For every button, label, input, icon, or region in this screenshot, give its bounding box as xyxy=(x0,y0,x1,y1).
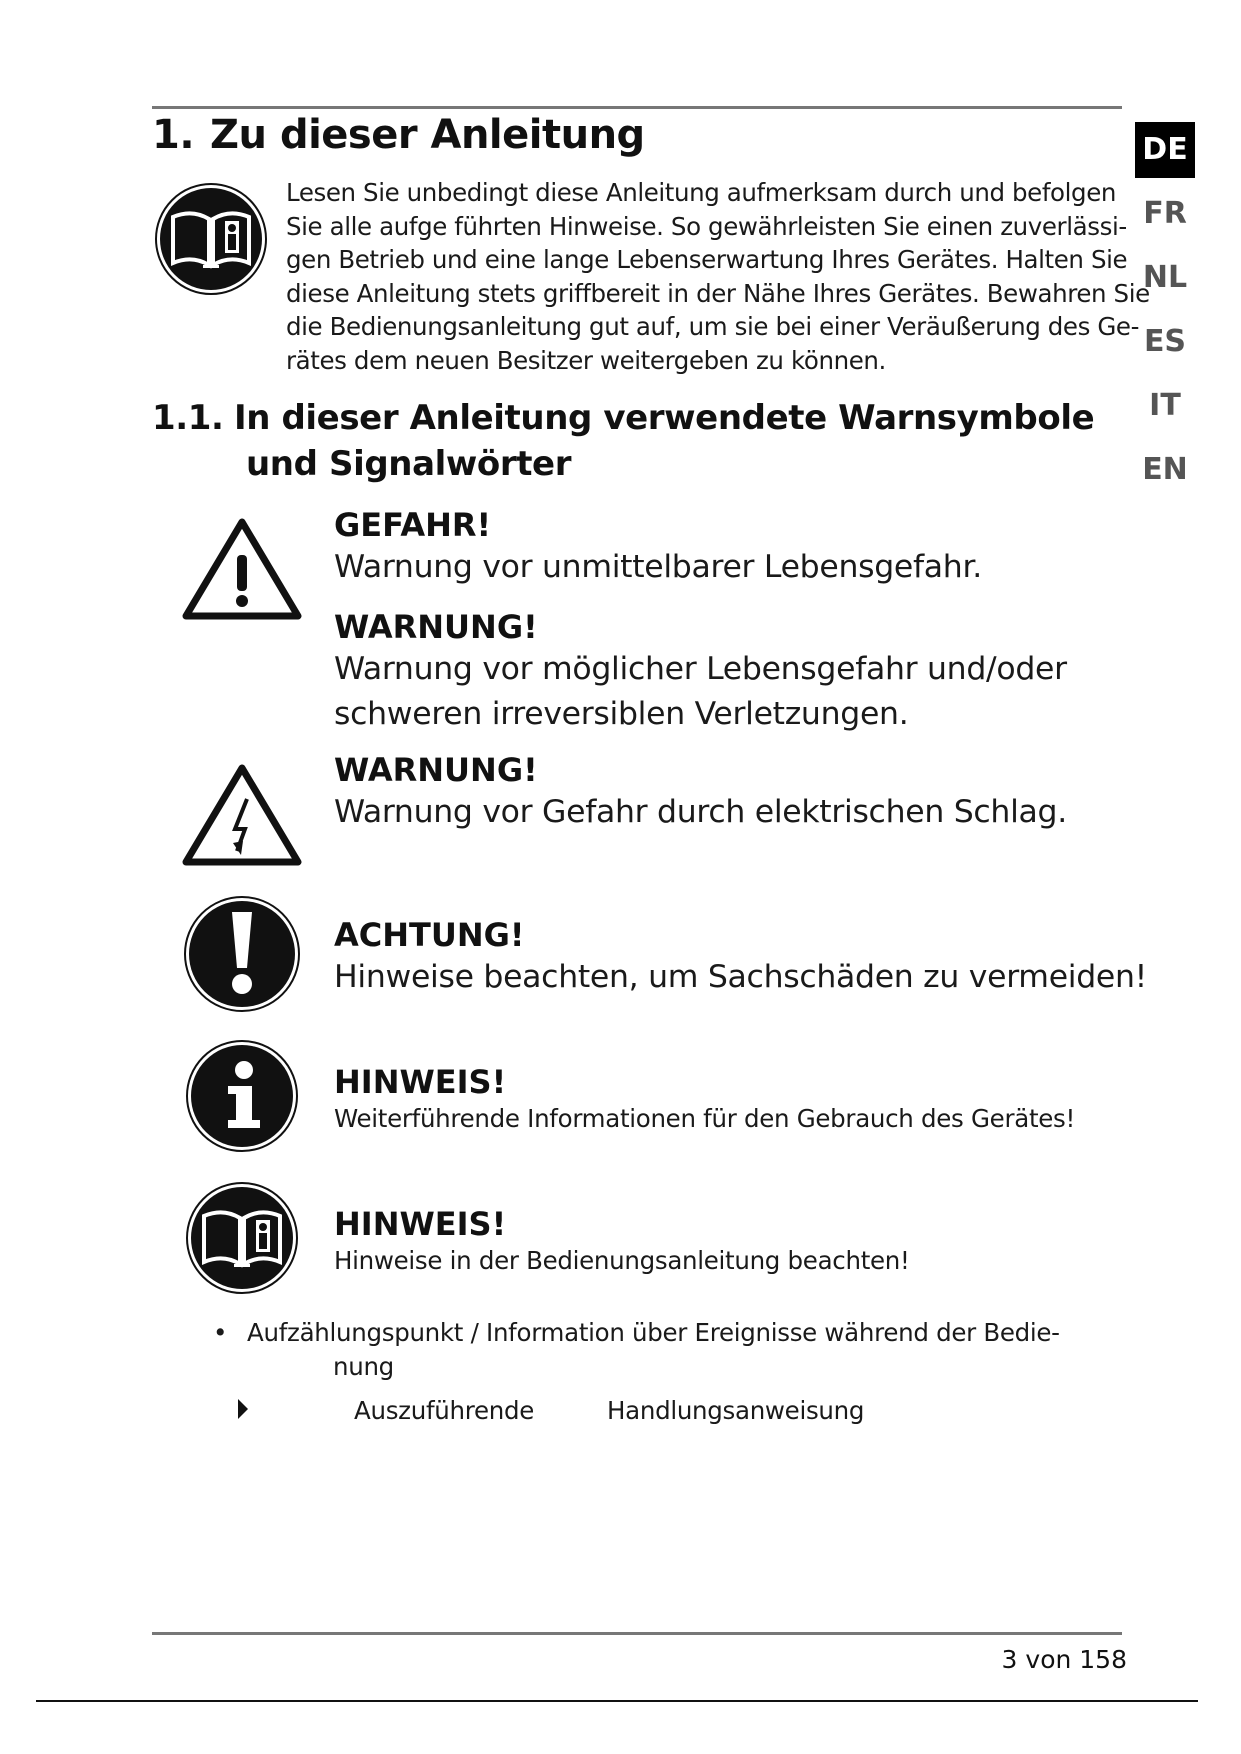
language-tab-it[interactable]: IT xyxy=(1149,388,1181,423)
signal-text: schweren irreversiblen Verletzungen. xyxy=(334,696,909,732)
language-tab-en[interactable]: EN xyxy=(1142,452,1188,487)
manual-book-info-icon xyxy=(184,1180,300,1296)
signal-hinweis-manual xyxy=(334,1204,910,1278)
signal-hinweis-info xyxy=(334,1062,1075,1136)
top-rule xyxy=(152,106,1122,109)
signal-warnung-electric xyxy=(334,750,1067,835)
signal-title: GEFAHR! xyxy=(334,506,492,544)
intro-line: rätes dem neuen Besitzer weitergeben zu können. xyxy=(286,345,886,375)
action-text-word2: Handlungsanweisung xyxy=(607,1396,865,1425)
page-number: 3 von 158 xyxy=(1001,1645,1127,1674)
language-tab-fr[interactable]: FR xyxy=(1143,196,1187,231)
signal-title: HINWEIS! xyxy=(334,1063,507,1101)
signal-text: Weiterführende Informationen für den Gebrauch des Gerätes! xyxy=(334,1104,1076,1133)
intro-line: die Bedienungsanleitung gut auf, um sie bei einer Veräußerung des Ge- xyxy=(286,312,1140,342)
bullet-text-line2: nung xyxy=(333,1352,394,1381)
manual-book-info-icon xyxy=(153,181,269,297)
signal-achtung xyxy=(334,915,1147,1000)
intro-line: gen Betrieb und eine lange Lebenserwartung Ihres Gerätes. Halten Sie xyxy=(286,245,1128,275)
signal-title: WARNUNG! xyxy=(334,608,538,646)
intro-line: diese Anleitung stets griffbereit in der Nähe Ihres Gerätes. Bewahren Sie xyxy=(286,278,1150,308)
signal-title: HINWEIS! xyxy=(334,1205,507,1243)
footer-rule xyxy=(152,1632,1122,1635)
warning-triangle-exclamation-icon xyxy=(181,517,303,621)
signal-text: Warnung vor möglicher Lebensgefahr und/oder xyxy=(334,651,1067,687)
signal-warnung xyxy=(334,607,1067,737)
signal-text: Warnung vor Gefahr durch elektrischen Schlag. xyxy=(334,794,1067,830)
page-bottom-rule xyxy=(36,1700,1198,1702)
bullet-text-line1: Aufzählungspunkt / Information über Ereignisse während der Bedie- xyxy=(247,1318,1060,1347)
section-title: 1. Zu dieser Anleitung xyxy=(152,112,645,158)
language-tab-es[interactable]: ES xyxy=(1143,324,1187,359)
arrow-right-icon xyxy=(237,1398,249,1420)
signal-title: WARNUNG! xyxy=(334,751,538,789)
language-tab-de[interactable]: DE xyxy=(1135,122,1195,178)
signal-gefahr xyxy=(334,505,982,590)
action-text-word1: Auszuführende xyxy=(354,1396,534,1425)
intro-line: Lesen Sie unbedingt diese Anleitung aufmerksam durch und befolgen xyxy=(286,178,1117,207)
exclamation-circle-icon xyxy=(182,894,302,1014)
signal-text: Hinweise beachten, um Sachschäden zu vermeiden! xyxy=(334,959,1147,995)
signal-text: Hinweise in der Bedienungsanleitung beachten! xyxy=(334,1246,910,1275)
info-circle-icon xyxy=(184,1038,300,1154)
signal-title: ACHTUNG! xyxy=(334,916,525,954)
bullet-symbol: • xyxy=(213,1318,228,1347)
intro-line: Sie alle aufge führten Hinweise. So gewährleisten Sie einen zuverlässi- xyxy=(286,211,1127,241)
signal-text: Warnung vor unmittelbarer Lebensgefahr. xyxy=(334,549,982,585)
subsection-title: 1.1. In dieser Anleitung verwendete Warnsymbole und Signalwörter xyxy=(152,398,1095,484)
intro-paragraph xyxy=(286,176,1150,378)
language-tab-nl[interactable]: NL xyxy=(1142,260,1188,295)
electric-shock-triangle-icon xyxy=(181,763,303,867)
